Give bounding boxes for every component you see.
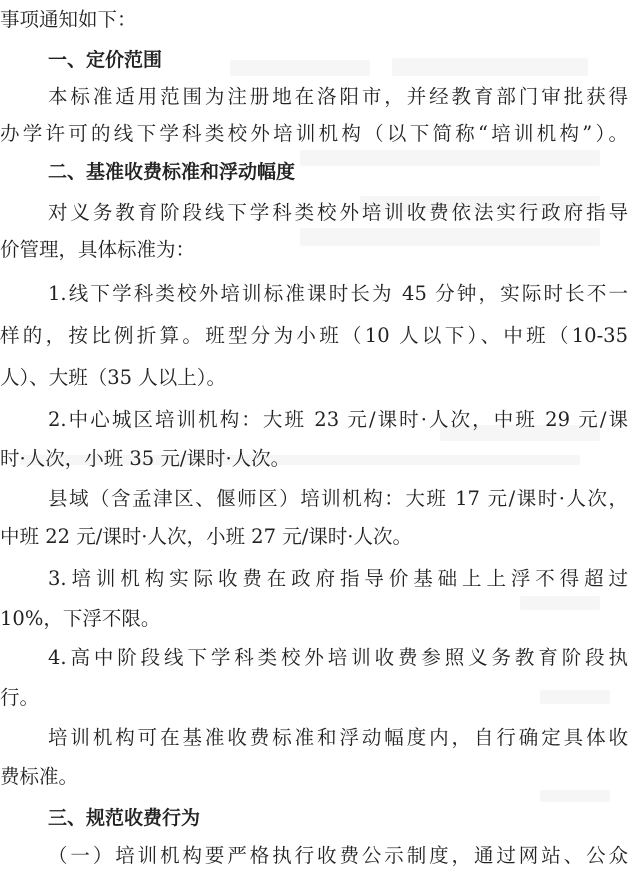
section-heading-base-fee: 二、基准收费标准和浮动幅度 <box>48 161 296 183</box>
text-line: 1.线下学科类校外培训标准课时长为 45 分钟，实际时长不一 <box>48 282 628 305</box>
text-line: 对义务教育阶段线下学科类校外培训收费依法实行政府指导 <box>48 201 628 224</box>
text-line: 中班 22 元/课时·人次，小班 27 元/课时·人次。 <box>0 525 412 548</box>
text-line-intro: 事项通知如下： <box>0 8 137 31</box>
text-line: 2.中心城区培训机构：大班 23 元/课时·人次，中班 29 元/课 <box>48 408 628 431</box>
text-line: 人）、大班（35 人以上）。 <box>0 366 227 389</box>
text-line: 费标准。 <box>0 765 79 788</box>
text-line: 办学许可的线下学科类校外培训机构（以下简称“培训机构”）。 <box>0 122 628 145</box>
text-line: 时·人次，小班 35 元/课时·人次。 <box>0 447 291 470</box>
text-line: 本标准适用范围为注册地在洛阳市，并经教育部门审批获得 <box>48 85 628 108</box>
text-line: 10%，下浮不限。 <box>0 607 161 630</box>
text-line: 4.高中阶段线下学科类校外培训收费参照义务教育阶段执 <box>48 646 628 669</box>
text-line: 3.培训机构实际收费在政府指导价基础上上浮不得超过 <box>48 567 628 590</box>
text-line: 培训机构可在基准收费标准和浮动幅度内，自行确定具体收 <box>48 726 628 749</box>
text-line: （一）培训机构要严格执行收费公示制度，通过网站、公众 <box>48 844 628 867</box>
text-line: 样的，按比例折算。班型分为小班（10 人以下）、中班（10-35 <box>0 324 628 347</box>
section-heading-pricing-scope: 一、定价范围 <box>48 49 163 71</box>
text-line: 行。 <box>0 686 40 709</box>
text-line: 县域（含孟津区、偃师区）培训机构：大班 17 元/课时·人次， <box>48 487 628 510</box>
section-heading-fee-conduct: 三、规范收费行为 <box>48 807 201 829</box>
text-line: 价管理，具体标准为： <box>0 238 196 261</box>
